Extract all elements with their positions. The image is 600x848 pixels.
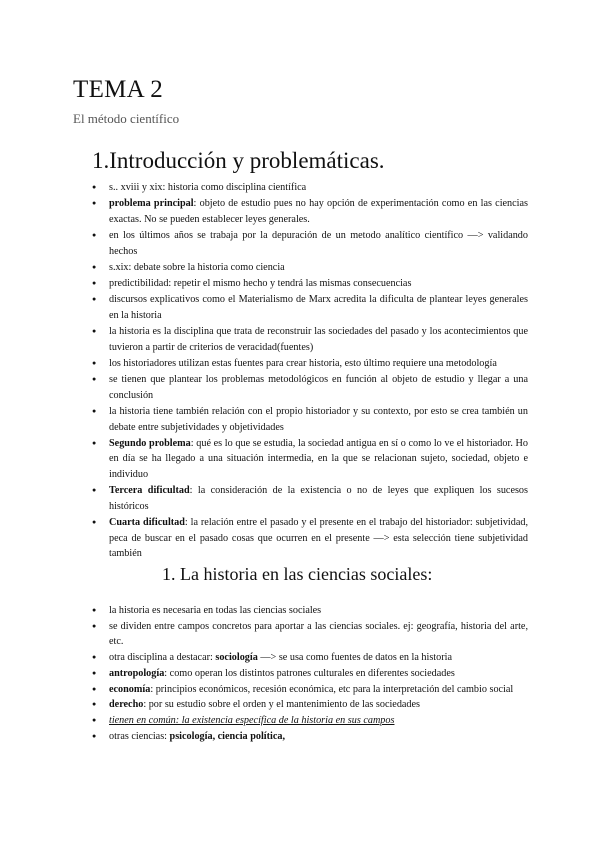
- list-item-bold: Cuarta dificultad: [109, 517, 185, 529]
- list-item-text: discursos explicativos como el Materialismo de Marx acredita la dificulta de plantear leyes generales en la historia: [109, 294, 528, 321]
- list-item-text: se tienen que plantear los problemas metodológicos en función al objeto de estudio y llegar a una conclusión: [109, 374, 528, 401]
- list-item-bold: psicología, ciencia política,: [169, 731, 285, 743]
- list-item: [92, 196, 528, 227]
- list-item: [92, 260, 528, 276]
- list-item-bold: sociología: [215, 652, 258, 664]
- list-item: [92, 682, 528, 698]
- list-item-text: otra disciplina a destacar:: [109, 652, 216, 664]
- list-item-text: otras ciencias:: [109, 731, 170, 743]
- list-item-text: —> se usa como fuentes de datos en la historia: [257, 652, 452, 664]
- list-item-text: se dividen entre campos concretos para aportar a las ciencias sociales. ej: geografía, historia del arte, etc.: [109, 620, 528, 648]
- list-item: [92, 483, 528, 514]
- list-item: [92, 324, 528, 355]
- list-item: [92, 372, 528, 403]
- list-item-bold: problema principal: [109, 198, 194, 210]
- list-item: [92, 276, 528, 292]
- list-item-text: predictibilidad: repetir el mismo hecho y tendrá las mismas consecuencias: [109, 278, 412, 290]
- list-item: [92, 619, 528, 650]
- list-item-text: : la consideración de la existencia o no de leyes que expliquen los sucesos históricos: [109, 485, 528, 512]
- list-item: [92, 603, 528, 619]
- list-item: [92, 729, 528, 745]
- section-1-list: [92, 180, 528, 562]
- list-item-text: los historiadores utilizan estas fuentes para crear historia, esto último requiere una metodología: [109, 358, 497, 370]
- list-item: [92, 292, 528, 323]
- list-item-text: la historia es necesaria en todas las ciencias sociales: [109, 605, 322, 616]
- list-item-text: s.. xviii y xix: historia como disciplina científica: [109, 182, 307, 193]
- list-item-text: en los últimos años se trabaja por la depuración de un metodo analítico científico —> validando hechos: [109, 230, 528, 257]
- list-item: [92, 436, 528, 483]
- section-2-list: [92, 603, 528, 745]
- list-item-bold: Tercera dificultad: [109, 485, 190, 497]
- list-item-bold: derecho: [109, 699, 144, 711]
- list-item: [92, 650, 528, 666]
- list-item-text: tienen en común: la existencia específica de la historia en sus campos: [109, 715, 395, 727]
- list-item-text: : principios económicos, recesión económica, etc para la interpretación del cambio social: [150, 683, 514, 695]
- list-item-text: : objeto de estudio pues no hay opción de experimentación como en las ciencias exactas. No se pueden establecer leyes generales.: [109, 198, 528, 225]
- list-item-bold: antropología: [109, 667, 165, 679]
- list-item: [92, 697, 528, 713]
- list-item-text: : por su estudio sobre el orden y el mantenimiento de las sociedades: [143, 699, 421, 711]
- list-item: [92, 515, 528, 562]
- list-item-text: la historia es la disciplina que trata de reconstruir las sociedades del pasado y los acontecimientos que tuvieron a partir de criterios de veracidad(fuentes): [109, 326, 528, 353]
- list-item-bold: economía: [109, 683, 151, 695]
- list-item-text: : la relación entre el pasado y el presente en el trabajo del historiador: subjetividad, peca de buscar en el pasado cosas que ocurren en el presente —> esta selección tiene subjetividad también: [109, 517, 528, 560]
- list-item-text: : qué es lo que se estudia, la sociedad antigua en sí o como lo ve el historiador. Ho en día se ha llegado a una situación intermedia, en la que se relacionan sujeto, sociedad, objeto e individuo: [109, 437, 528, 480]
- list-item: [92, 180, 528, 196]
- list-item: [92, 666, 528, 682]
- section-heading-ciencias-sociales: 1. La historia en las ciencias sociales:: [162, 564, 433, 584]
- list-item-text: : como operan los distintos patrones culturales en diferentes sociedades: [164, 667, 455, 679]
- list-item-bold: Segundo problema: [109, 437, 191, 449]
- list-item-text: s.xix: debate sobre la historia como ciencia: [109, 261, 285, 273]
- list-item: [92, 228, 528, 259]
- list-item-text: la historia tiene también relación con el propio historiador y su contexto, por esto se crea también un debate entre subjetividades y objetividades: [109, 406, 528, 433]
- section-heading-introduccion: 1.Introducción y problemáticas.: [92, 148, 385, 173]
- list-item: [92, 713, 528, 729]
- page-title: TEMA 2: [73, 76, 163, 103]
- list-item: [92, 404, 528, 435]
- list-item: [92, 356, 528, 372]
- page-subtitle: El método científico: [73, 111, 180, 126]
